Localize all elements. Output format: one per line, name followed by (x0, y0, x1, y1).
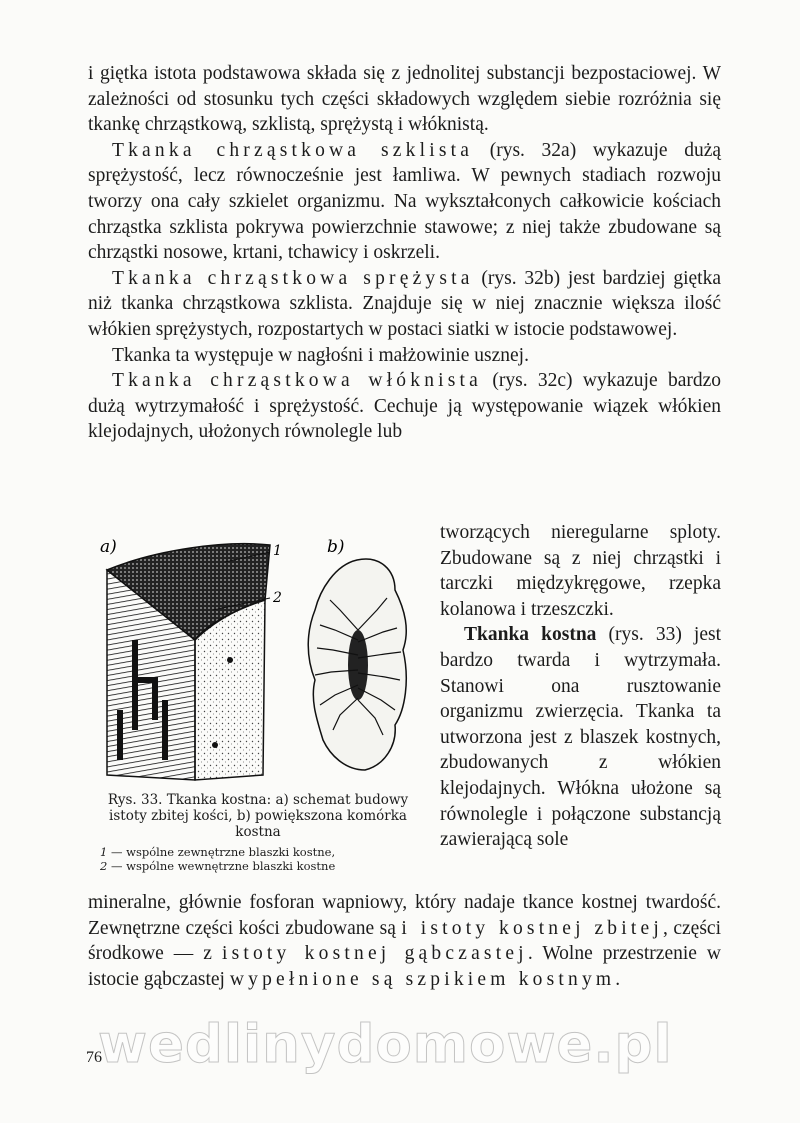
legend-2-text: — wspólne wewnętrzne blaszki kostne (107, 859, 336, 873)
label-a: a) (100, 537, 117, 557)
bottom-text-b: , części środkowe — z (88, 917, 721, 965)
marker-1: 1 (273, 543, 282, 559)
bottom-text-block (88, 890, 721, 992)
bottom-text-a: mineralne, głównie fosforan wapniowy, który nadaje tkance kostnej twardość. Zewnętrzne części kości zbudowane są (88, 892, 721, 939)
figure-caption: Rys. 33. Tkanka kostna: a) schemat budowy istoty zbitej kości, b) powiększona komórka kostna (107, 792, 409, 840)
legend-1-number: 1 (100, 845, 108, 859)
paragraph-2 (88, 138, 721, 266)
marker-2: 2 (273, 590, 282, 606)
legend-1-text: — wspólne zewnętrzne blaszki kostne, (107, 845, 336, 859)
page-number: 76 (86, 1049, 102, 1066)
figure-legend (100, 845, 420, 873)
paragraph-3 (88, 266, 721, 343)
term-bone-marrow: wypełnione są szpikiem kostnym (229, 968, 616, 990)
right-paragraph-2 (440, 622, 721, 852)
term-fibrous: Tkanka chrząstkowa włóknista (112, 370, 483, 392)
paragraph-3-text: (rys. 32b) jest bardziej giętka niż tkanka chrząstkowa szklista. Znajduje się w niej znacznie większa ilość włókien sprężystych, rozpostartych w postaci siatki w istocie podstawowej. (88, 267, 721, 340)
term-spongy-bone: istoty kostnej gąbczastej (221, 943, 528, 965)
bone-illustration (95, 530, 425, 800)
right-paragraph-2-text: (rys. 33) jest bardzo twarda i wytrzymała. Stanowi ona rusztowanie organizmu zwierzęcia. Tkanka ta utworzona jest z blaszek kostnych, zbudowanych z włókien klejodajnych. Włókna ułożone są równolegle i połączone substancją zawierającą sole (440, 624, 721, 851)
paragraph-5-text: (rys. 32c) wykazuje bardzo dużą wytrzymałość i sprężystość. Cechuje ją występowanie wiązek włókien klejodajnych, ułożonych równolegle lub (88, 370, 721, 443)
term-elastic: Tkanka chrząstkowa sprężysta (112, 267, 474, 289)
paragraph-bottom (88, 890, 721, 992)
term-bone-tissue: Tkanka kostna (464, 624, 597, 646)
bottom-text-c: . Wolne przestrzenie w istocie gąbczastej (88, 943, 721, 990)
legend-item-1 (100, 845, 420, 859)
legend-item-2 (100, 859, 420, 873)
paragraph-4: Tkanka ta występuje w nagłośni i małżowinie usznej. (112, 344, 529, 366)
term-compact-bone: i istoty kostnej zbitej (401, 917, 663, 939)
label-b: b) (327, 537, 345, 557)
watermark: wedlinydomowe.pl (98, 1014, 673, 1075)
paragraph-5 (88, 368, 721, 445)
paragraph-2-text: (rys. 32a) wykazuje dużą sprężystość, lecz równocześnie jest łamliwa. W pewnych stadiach rozwoju tworzy ona cały szkielet organizmu. Na wykształconych całkowicie kościach chrząstka szklista pokrywa powierzchnie stawowe; z niej także zbudowane są chrząstki nosowe, krtani, tchawicy i oskrzeli. (88, 139, 721, 264)
term-hyaline: Tkanka chrząstkowa szklista (112, 139, 474, 161)
legend-2-number: 2 (100, 859, 108, 873)
top-text-block (88, 61, 721, 445)
right-column-text (440, 520, 721, 853)
right-paragraph-1: tworzących nieregularne sploty. Zbudowane są z niej chrząstki i tarczki międzykręgowe, rzepka kolanowa i trzeszczki. (440, 522, 721, 620)
bottom-text-d: . (615, 968, 621, 990)
paragraph-1: i giętka istota podstawowa składa się z jednolitej substancji bezpostaciowej. W zależności od stosunku tych części składowych względem siebie rozróżnia się tkankę chrząstkową, szklistą, sprężystą i włóknistą. (88, 63, 721, 136)
bone-tissue-figure (95, 530, 425, 800)
